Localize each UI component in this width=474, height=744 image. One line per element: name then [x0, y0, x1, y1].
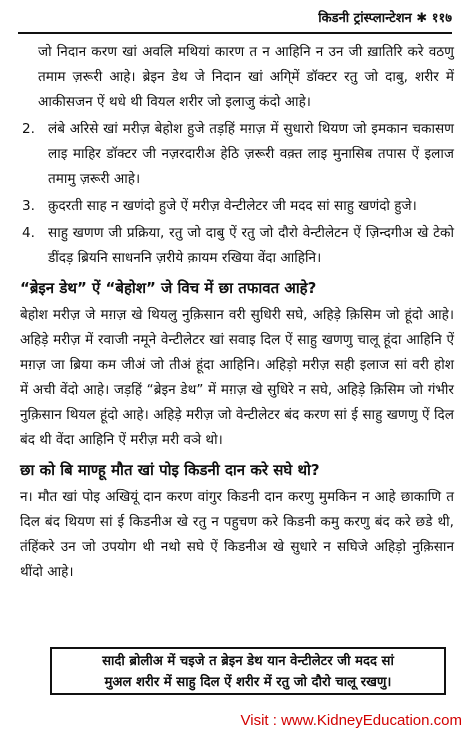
section-heading: छा को बि माण्हू मौत खां पोइ किडनी दान करे सघे थो? [20, 461, 320, 479]
website-link[interactable]: Visit : www.KidneyEducation.com [240, 712, 462, 729]
section-heading: “ब्रेइन डेथ” ऐं “बेहोश” जे विच में छा तफावत आहे? [20, 279, 317, 297]
page-content [20, 40, 454, 591]
callout-line: सादी ब्रोलीअ में चइजे त ब्रेइन डेथ यान वेन्टीलेटर जी मदद सां [102, 654, 394, 669]
point-number: 3. [22, 198, 35, 214]
summary-callout-box [50, 647, 446, 695]
point-item-4 [20, 221, 454, 271]
section-paragraph: न। मौत खां पोइ अखियूं दान करण वांगुर किडनी दान करणु मुमकिन न आहे छाकाणि त दिल बंद थियण सां ई किडनीअ खे रतु न पहुचण करे किडनी कमु करणु बंद करे छडे थी, तंहिंकरे उन जो उपयोग थी नथो सघे ऐं किडनीअ खे सुधारे न सघिजे अहिड़ो नुक़िसान थींदो आहे। [20, 489, 454, 580]
callout-line: मुअल शरीर में साहु दिल ऐं शरीर में रतु जो दौरो चालू रखणु। [104, 675, 392, 690]
point-item-2 [20, 117, 454, 192]
point-number: 2. [22, 121, 35, 137]
running-header [18, 6, 452, 34]
continued-paragraph: जो निदान करण खां अवलि मथियां कारण त न आहिनि न उन जी ख़ातिरि करे वठणु तमाम ज़रूरी आहे। ब्रेइन डेथ जे निदान खां अगि्में डॉक्टर रतु जो दाबु, शरीर में आकीसजन ऐं थधे थी वियल शरीर जो इलाजु कंदो आहे। [38, 44, 454, 110]
header-title: किडनी ट्रांस्प्लान्टेशन ✱ ११७ [318, 11, 452, 26]
point-text: क़ुदरती साह न खणंदो हुजे ऐं मरीज़ वेन्टीलेटर जी मदद सां साहु खणंदो हुजे। [48, 198, 417, 214]
point-number: 4. [22, 225, 35, 241]
point-item-3 [20, 194, 454, 219]
point-text: लंबे अरिसे खां मरीज़ बेहोश हुजे तड़हिं मग़ज़ में सुधारो थियण जो इमकान चकासण लाइ माहिर डॉक्टर जी नज़रदारीअ हेठि ज़रूरी वक़्त लाइ मुनासिब तपास ऐं इलाज तमामु ज़रूरी आहे। [48, 121, 454, 187]
point-text: साहु खणण जी प्रक्रिया, रतु जो दाबु ऐं रतु जो दौरो वेन्टीलेटन ऐं ज़िन्दगीअ खे टेको डींदड़ ब्रियनि साधननि ज़रीये क़ायम रखिया वेंदा आहिनि। [48, 225, 454, 266]
section-paragraph: बेहोश मरीज़ जे मग़ज़ खे थियलु नुक़िसान वरी सुधिरी सघे, अहिड़े क़िसिम जो हूंदो आहे। अहिड़े मरीज़ में रवाजी नमूने वेन्टीलेटर खां सवाइ दिल ऐं साहु खणणु चालू हूंदा आहिनि ऐं मग़ज़ जा ब्रिया कम जीअं जो तीअं हूंदा आहिनि। अहिड़ो मरीज़ सही इलाज सां वरी होश में अची वेंदो आहे। जड़हिं “ब्रेइन डेथ” में मग़ज़ खे सुधिरे न सघे, अहिड़े क़िसिम जो गंभीर नुक़िसान थियल हूंदो आहे। अहिड़े मरीज़ जो वेन्टीलेटर बंद करण सां ई साहु खणणु ऐं दिल बंद थी वेंदा आहिनि ऐं मरीज़ मरी वञे थो। [20, 307, 454, 448]
